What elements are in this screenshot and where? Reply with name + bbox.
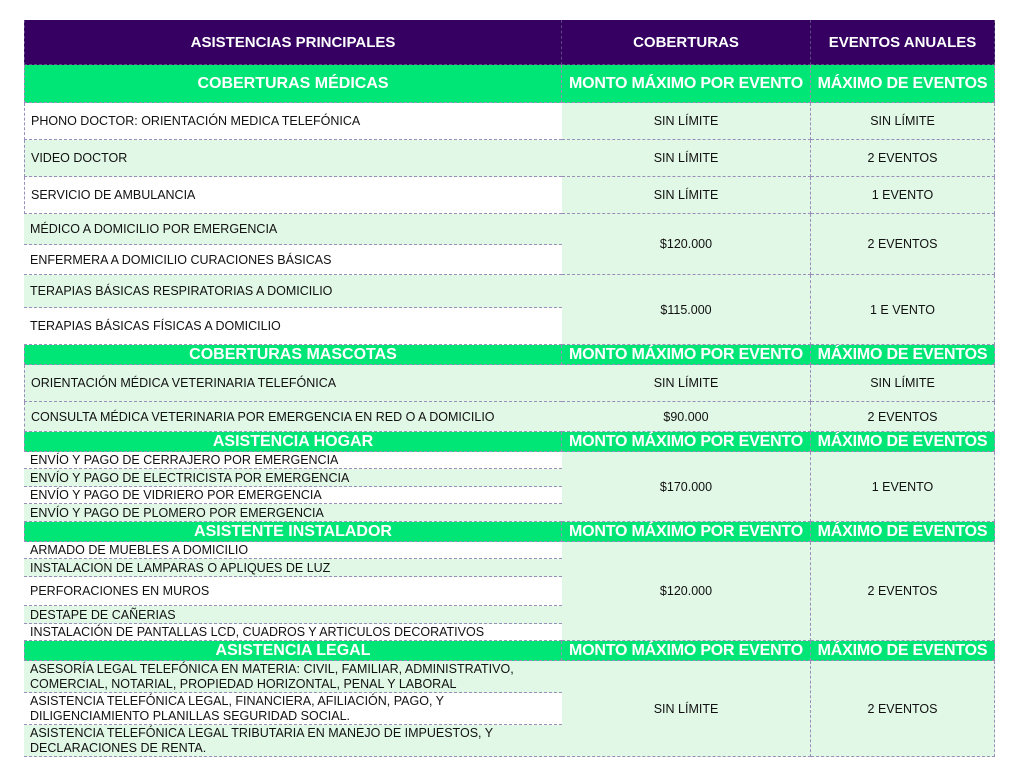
assistance-table	[24, 20, 995, 757]
item-label: TERAPIAS BÁSICAS FÍSICAS A DOMICILIO	[24, 308, 562, 345]
amount-value: $170.000	[562, 452, 811, 522]
events-value: 2 EVENTOS	[811, 402, 995, 432]
table-row	[24, 177, 995, 214]
item-label: TERAPIAS BÁSICAS RESPIRATORIAS A DOMICILIO	[24, 275, 562, 308]
item-label: ASISTENCIA TELEFÓNICA LEGAL TRIBUTARIA EN MANEJO DE IMPUESTOS, Y DECLARACIONES DE RENTA.	[24, 725, 562, 757]
table-row	[24, 402, 995, 432]
amount-value: $90.000	[562, 402, 811, 432]
table-row-group	[24, 542, 995, 641]
events-value: 1 EVENTO	[811, 177, 995, 214]
item-label: MÉDICO A DOMICILIO POR EMERGENCIA	[24, 214, 562, 245]
section-col-events: MÁXIMO DE EVENTOS	[811, 432, 995, 452]
item-label: VIDEO DOCTOR	[24, 140, 562, 177]
amount-value: SIN LÍMITE	[562, 661, 811, 757]
table-row-group	[24, 661, 995, 757]
item-label: ORIENTACIÓN MÉDICA VETERINARIA TELEFÓNICA	[24, 365, 562, 402]
amount-value: $120.000	[562, 214, 811, 275]
item-label: SERVICIO DE AMBULANCIA	[24, 177, 562, 214]
events-value: 2 EVENTOS	[811, 140, 995, 177]
header-assistances: ASISTENCIAS PRINCIPALES	[24, 20, 562, 65]
table-row	[24, 365, 995, 402]
item-label: PHONO DOCTOR: ORIENTACIÓN MEDICA TELEFÓNICA	[24, 103, 562, 140]
section-col-amount: MONTO MÁXIMO POR EVENTO	[562, 522, 811, 542]
item-label: DESTAPE DE CAÑERIAS	[24, 606, 562, 624]
events-value: 2 EVENTOS	[811, 661, 995, 757]
section-title: COBERTURAS MÉDICAS	[24, 65, 562, 103]
table-row-group	[24, 214, 995, 275]
section-title: ASISTENTE INSTALADOR	[24, 522, 562, 542]
section-header-installer	[24, 522, 995, 542]
section-col-events: MÁXIMO DE EVENTOS	[811, 345, 995, 365]
amount-value: $115.000	[562, 275, 811, 345]
item-label: ASISTENCIA TELEFÓNICA LEGAL, FINANCIERA, AFILIACIÓN, PAGO, Y DILIGENCIAMIENTO PLANILLAS SEGURIDAD SOCIAL.	[24, 693, 562, 725]
item-label: CONSULTA MÉDICA VETERINARIA POR EMERGENCIA EN RED O A DOMICILIO	[24, 402, 562, 432]
table-row	[24, 103, 995, 140]
section-col-events: MÁXIMO DE EVENTOS	[811, 641, 995, 661]
section-col-amount: MONTO MÁXIMO POR EVENTO	[562, 345, 811, 365]
section-col-amount: MONTO MÁXIMO POR EVENTO	[562, 65, 811, 103]
events-value: 1 EVENTO	[811, 452, 995, 522]
events-value: 2 EVENTOS	[811, 214, 995, 275]
amount-value: SIN LÍMITE	[562, 365, 811, 402]
section-title: ASISTENCIA LEGAL	[24, 641, 562, 661]
item-label: INSTALACIÓN DE PANTALLAS LCD, CUADROS Y ARTICULOS DECORATIVOS	[24, 624, 562, 641]
section-col-amount: MONTO MÁXIMO POR EVENTO	[562, 432, 811, 452]
section-col-events: MÁXIMO DE EVENTOS	[811, 522, 995, 542]
amount-value: SIN LÍMITE	[562, 177, 811, 214]
table-row-group	[24, 452, 995, 522]
item-label: ARMADO DE MUEBLES A DOMICILIO	[24, 542, 562, 559]
section-title: ASISTENCIA HOGAR	[24, 432, 562, 452]
item-label: ENVÍO Y PAGO DE PLOMERO POR EMERGENCIA	[24, 504, 562, 522]
amount-value: $120.000	[562, 542, 811, 641]
item-label: ENVÍO Y PAGO DE VIDRIERO POR EMERGENCIA	[24, 487, 562, 504]
events-value: SIN LÍMITE	[811, 365, 995, 402]
table-row	[24, 140, 995, 177]
section-title: COBERTURAS MASCOTAS	[24, 345, 562, 365]
events-value: SIN LÍMITE	[811, 103, 995, 140]
section-header-legal	[24, 641, 995, 661]
header-annual-events: EVENTOS ANUALES	[811, 20, 995, 65]
section-header-medical	[24, 65, 995, 103]
table-row-group	[24, 275, 995, 345]
section-header-pets	[24, 345, 995, 365]
events-value: 1 E VENTO	[811, 275, 995, 345]
amount-value: SIN LÍMITE	[562, 140, 811, 177]
header-coverages: COBERTURAS	[562, 20, 811, 65]
section-header-home	[24, 432, 995, 452]
amount-value: SIN LÍMITE	[562, 103, 811, 140]
item-label: ENVÍO Y PAGO DE ELECTRICISTA POR EMERGENCIA	[24, 469, 562, 487]
section-col-events: MÁXIMO DE EVENTOS	[811, 65, 995, 103]
item-label: PERFORACIONES EN MUROS	[24, 577, 562, 606]
item-label: INSTALACION DE LAMPARAS O APLIQUES DE LUZ	[24, 559, 562, 577]
section-col-amount: MONTO MÁXIMO POR EVENTO	[562, 641, 811, 661]
item-label: ENFERMERA A DOMICILIO CURACIONES BÁSICAS	[24, 245, 562, 275]
item-label: ENVÍO Y PAGO DE CERRAJERO POR EMERGENCIA	[24, 452, 562, 469]
item-label: ASESORÍA LEGAL TELEFÓNICA EN MATERIA: CIVIL, FAMILIAR, ADMINISTRATIVO, COMERCIAL, NOTARIAL, PROPIEDAD HORIZONTAL, PENAL Y LABORAL	[24, 661, 562, 693]
table-header-row	[24, 20, 995, 65]
events-value: 2 EVENTOS	[811, 542, 995, 641]
